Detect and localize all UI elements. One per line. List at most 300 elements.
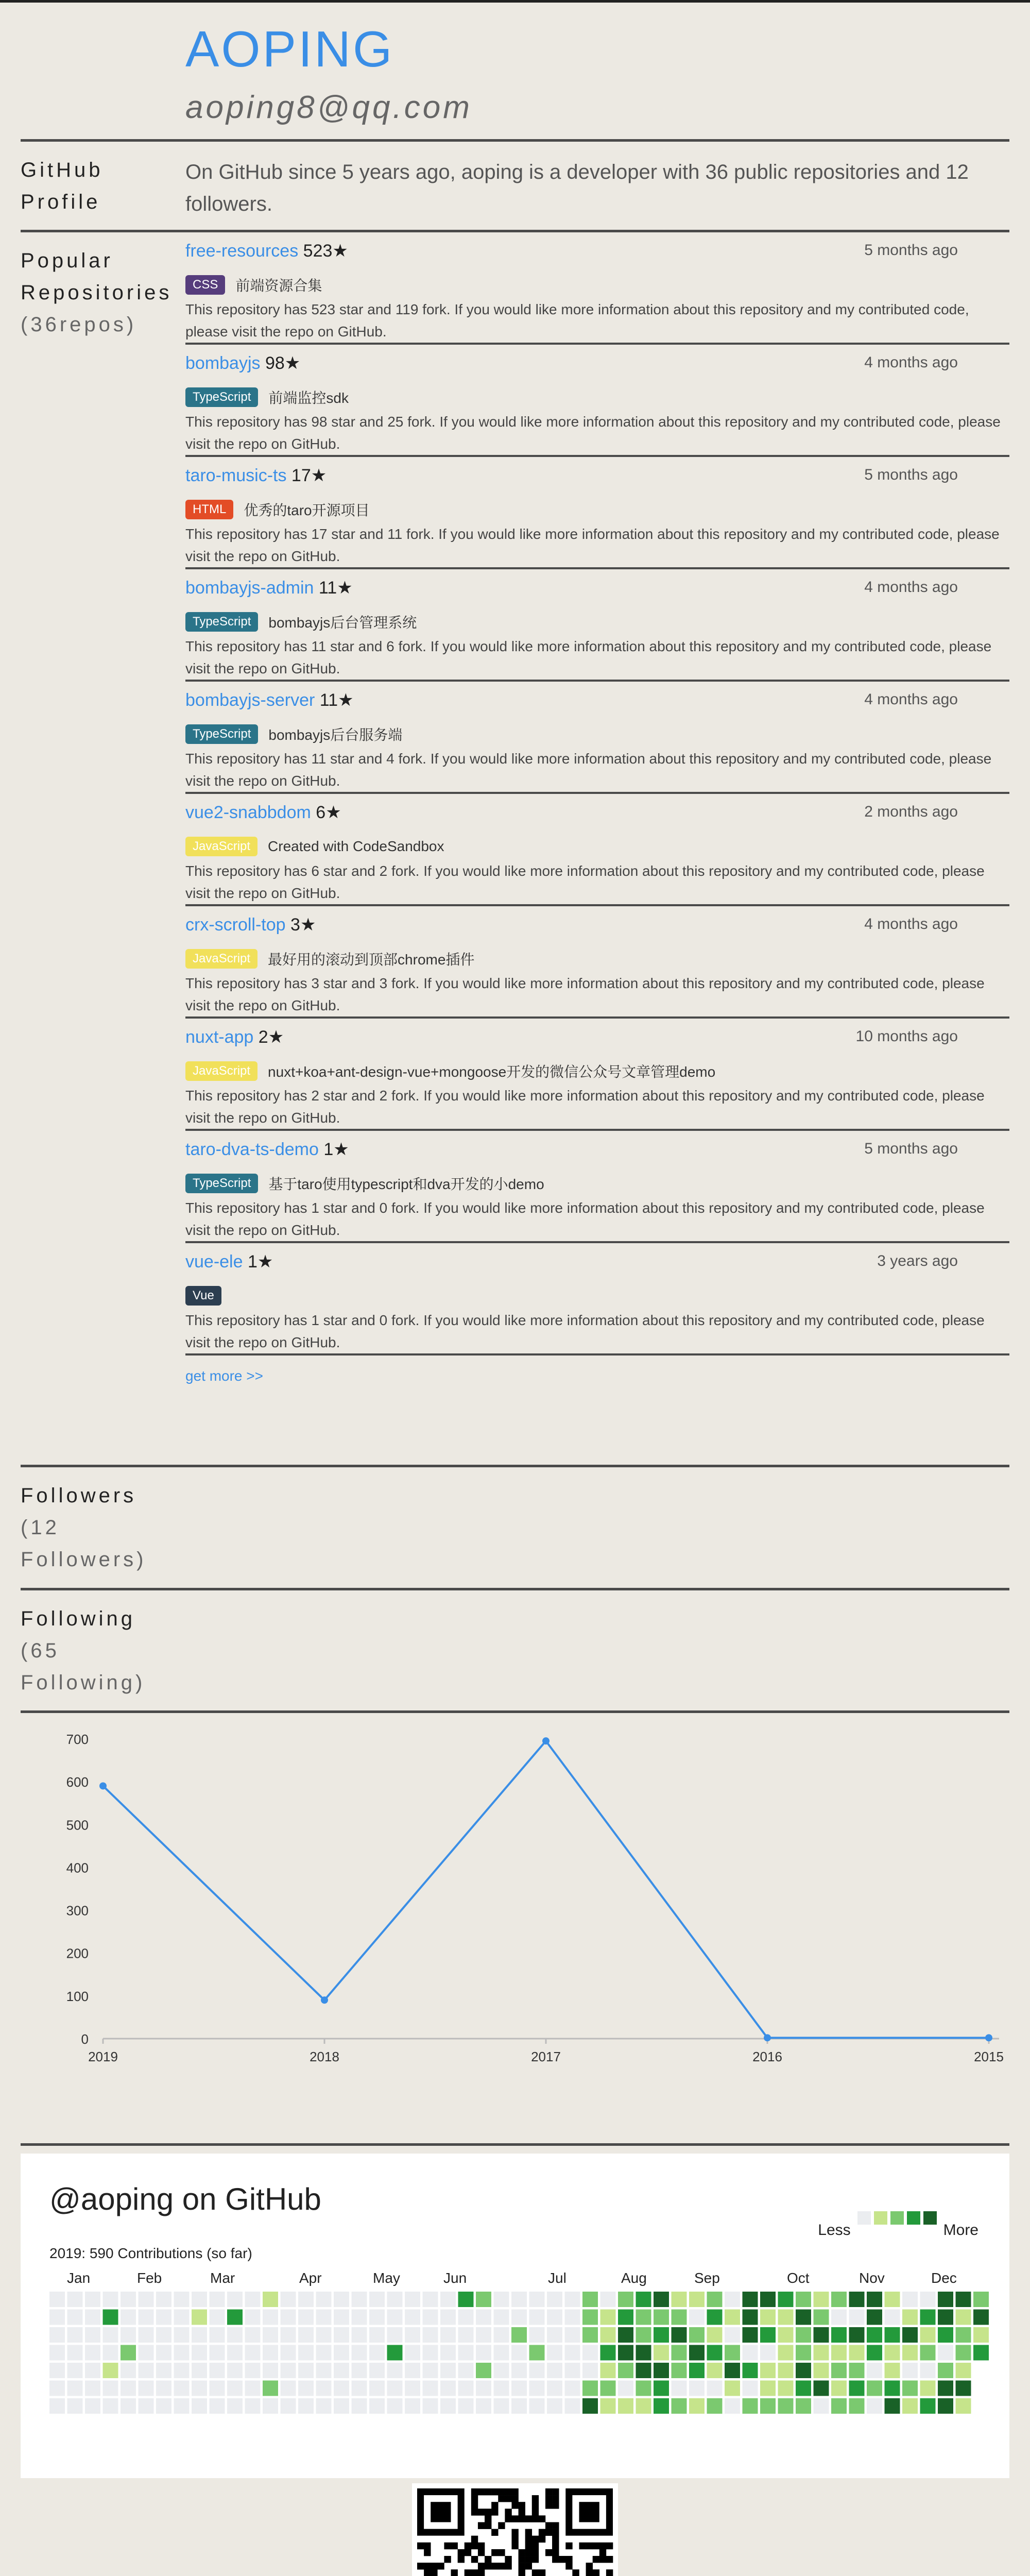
- month-label: Jan: [67, 2270, 91, 2286]
- star-icon: ★: [284, 353, 301, 373]
- qr-module: [552, 2502, 559, 2509]
- contribution-day: [511, 2381, 527, 2396]
- qr-module: [545, 2549, 552, 2556]
- contribution-day: [49, 2363, 65, 2378]
- contribution-day: [423, 2363, 438, 2378]
- github-profile-label: GitHub Profile: [21, 159, 104, 213]
- contribution-day: [743, 2327, 758, 2343]
- repo-summary: This repository has 1 star and 0 fork. If you would like more information about this repository and my contributed code, please visit the repo on GitHub.: [185, 1200, 985, 1238]
- contribution-day: [245, 2327, 261, 2343]
- star-icon: ★: [333, 1140, 349, 1159]
- qr-module: [491, 2488, 498, 2495]
- contribution-day: [387, 2381, 403, 2396]
- qr-module: [519, 2556, 525, 2563]
- language-badge: TypeScript: [185, 1174, 258, 1193]
- qr-module: [539, 2536, 545, 2543]
- contribution-day: [476, 2327, 491, 2343]
- contribution-day: [831, 2381, 847, 2396]
- contribution-day: [885, 2310, 900, 2325]
- contribution-day: [49, 2381, 65, 2396]
- repository-item: [185, 1243, 1009, 1355]
- repo-summary: This repository has 6 star and 2 fork. If you would like more information about this repository and my contributed code, please visit the repo on GitHub.: [185, 863, 985, 901]
- contribution-day: [316, 2363, 332, 2378]
- contribution-day: [636, 2345, 651, 2361]
- contribution-day: [618, 2381, 633, 2396]
- contribution-day: [707, 2292, 723, 2307]
- qr-module: [491, 2509, 498, 2515]
- contribution-day: [227, 2345, 243, 2361]
- contribution-day: [956, 2292, 971, 2307]
- qr-module: [565, 2563, 572, 2569]
- contribution-day: [956, 2310, 971, 2325]
- contribution-day: [814, 2381, 829, 2396]
- contribution-day: [511, 2292, 527, 2307]
- month-label: Dec: [931, 2270, 957, 2286]
- contribution-day: [814, 2310, 829, 2325]
- legend-swatch: [857, 2211, 871, 2225]
- repo-name-link[interactable]: taro-music-ts: [185, 466, 287, 485]
- qr-module: [586, 2569, 593, 2576]
- contribution-day: [458, 2310, 474, 2325]
- qr-module: [485, 2488, 491, 2495]
- qr-module: [485, 2509, 491, 2515]
- contribution-day: [263, 2292, 278, 2307]
- contribution-day: [281, 2310, 296, 2325]
- repo-description: 前端监控sdk: [268, 390, 349, 406]
- contribution-day: [654, 2327, 669, 2343]
- contribution-day: [103, 2327, 118, 2343]
- get-more-link[interactable]: get more >>: [185, 1368, 263, 1384]
- contribution-day: [867, 2363, 882, 2378]
- qr-module: [417, 2543, 424, 2549]
- qr-module: [552, 2536, 559, 2543]
- qr-module: [471, 2543, 478, 2549]
- contribution-day: [476, 2381, 491, 2396]
- y-tick-label: 500: [66, 1817, 89, 1833]
- repo-name-link[interactable]: crx-scroll-top: [185, 915, 286, 935]
- contribution-day: [689, 2310, 705, 2325]
- contribution-day: [885, 2398, 900, 2414]
- contribution-day: [796, 2363, 811, 2378]
- repository-list: [185, 232, 1009, 1355]
- contribution-day: [316, 2381, 332, 2396]
- star-icon: ★: [325, 803, 341, 822]
- qr-finder: [431, 2502, 451, 2522]
- contribution-day: [618, 2310, 633, 2325]
- qr-module: [491, 2549, 498, 2556]
- contribution-day: [494, 2398, 509, 2414]
- repo-name-link[interactable]: bombayjs-admin: [185, 578, 314, 598]
- contribution-day: [245, 2381, 261, 2396]
- star-icon: ★: [332, 241, 348, 261]
- contribution-day: [192, 2345, 207, 2361]
- qr-module: [471, 2495, 478, 2502]
- contribution-day: [67, 2381, 83, 2396]
- contribution-day: [654, 2381, 669, 2396]
- contribution-day: [920, 2398, 936, 2414]
- contribution-day: [298, 2310, 314, 2325]
- contribution-day: [796, 2310, 811, 2325]
- repo-name-link[interactable]: vue2-snabbdom: [185, 803, 311, 822]
- contribution-day: [600, 2345, 616, 2361]
- contribution-day: [103, 2363, 118, 2378]
- qr-module: [498, 2522, 505, 2529]
- contribution-day: [725, 2292, 740, 2307]
- contribution-day: [458, 2363, 474, 2378]
- contribution-day: [334, 2292, 349, 2307]
- qr-module: [545, 2522, 552, 2529]
- qr-module: [424, 2543, 431, 2549]
- contribution-day: [156, 2363, 171, 2378]
- language-badge: JavaScript: [185, 1061, 258, 1081]
- contribution-day: [85, 2327, 100, 2343]
- contribution-day: [600, 2327, 616, 2343]
- repo-star-count: 11: [319, 690, 338, 710]
- contribution-day: [387, 2363, 403, 2378]
- contribution-day: [636, 2381, 651, 2396]
- contribution-day: [938, 2398, 953, 2414]
- contribution-day: [547, 2398, 562, 2414]
- repository-item: [185, 794, 1009, 906]
- qr-module: [458, 2556, 465, 2563]
- contribution-day: [121, 2327, 136, 2343]
- contribution-day: [725, 2363, 740, 2378]
- repo-summary: This repository has 2 star and 2 fork. If you would like more information about this repository and my contributed code, please visit the repo on GitHub.: [185, 1088, 985, 1126]
- contribution-day: [263, 2381, 278, 2396]
- contribution-day: [689, 2363, 705, 2378]
- contribution-day: [511, 2345, 527, 2361]
- repo-summary: This repository has 17 star and 11 fork. If you would like more information about this repository and my contributed code, please visit the repo on GitHub.: [185, 526, 1000, 564]
- contribution-day: [529, 2310, 545, 2325]
- contribution-day: [67, 2310, 83, 2325]
- repo-name-link[interactable]: bombayjs: [185, 353, 261, 373]
- language-badge: TypeScript: [185, 612, 258, 632]
- qr-module: [451, 2569, 458, 2576]
- star-icon: ★: [300, 915, 316, 935]
- repository-item: [185, 1019, 1009, 1131]
- contribution-day: [458, 2292, 474, 2307]
- qr-module: [465, 2549, 471, 2556]
- legend-more: More: [943, 2222, 978, 2239]
- contribution-day: [316, 2292, 332, 2307]
- repo-updated-time: 3 years ago: [877, 1252, 958, 1269]
- contribution-day: [174, 2292, 190, 2307]
- contribution-day: [814, 2292, 829, 2307]
- contribution-day: [387, 2327, 403, 2343]
- contribution-day: [831, 2398, 847, 2414]
- x-tick-label: 2017: [531, 2049, 561, 2064]
- contribution-day: [121, 2381, 136, 2396]
- contribution-day: [67, 2398, 83, 2414]
- contribution-day: [547, 2327, 562, 2343]
- contribution-day: [760, 2345, 776, 2361]
- contribution-day: [263, 2398, 278, 2414]
- contribution-day: [121, 2292, 136, 2307]
- contribution-day: [973, 2310, 989, 2325]
- contribution-day: [672, 2398, 687, 2414]
- contribution-day: [920, 2310, 936, 2325]
- qr-module: [511, 2529, 518, 2536]
- qr-module: [498, 2495, 505, 2502]
- contribution-day: [156, 2345, 171, 2361]
- contribution-day: [227, 2310, 243, 2325]
- repositories-count: (36repos): [21, 313, 137, 336]
- contribution-day: [227, 2292, 243, 2307]
- qr-module: [505, 2556, 511, 2563]
- contribution-day: [85, 2310, 100, 2325]
- qr-module: [505, 2563, 511, 2569]
- contribution-day: [281, 2398, 296, 2414]
- x-tick-label: 2015: [974, 2049, 1004, 2064]
- qr-module: [579, 2543, 586, 2549]
- contribution-day: [263, 2327, 278, 2343]
- contribution-day: [423, 2381, 438, 2396]
- contribution-day: [210, 2345, 225, 2361]
- repo-updated-time: 4 months ago: [864, 916, 958, 933]
- qr-module: [498, 2563, 505, 2569]
- qr-module: [511, 2536, 518, 2543]
- contribution-day: [565, 2363, 580, 2378]
- contribution-day: [49, 2310, 65, 2325]
- following-section: [21, 1588, 1009, 1714]
- contribution-day: [760, 2363, 776, 2378]
- qr-module: [437, 2563, 444, 2569]
- contribution-day: [796, 2381, 811, 2396]
- contribution-day: [743, 2398, 758, 2414]
- contribution-day: [192, 2310, 207, 2325]
- following-label: Following (65 Following): [21, 1603, 278, 1699]
- y-tick-label: 0: [81, 2031, 89, 2047]
- contribution-day: [263, 2310, 278, 2325]
- data-point: [985, 2034, 992, 2041]
- repo-summary: This repository has 1 star and 0 fork. If you would like more information about this repository and my contributed code, please visit the repo on GitHub.: [185, 1312, 985, 1350]
- contribution-day: [618, 2292, 633, 2307]
- contribution-day: [423, 2292, 438, 2307]
- contribution-day: [778, 2381, 794, 2396]
- month-label: Mar: [210, 2270, 235, 2286]
- repo-title: [185, 914, 316, 935]
- repo-description: 基于taro使用typescript和dva开发的小demo: [268, 1176, 544, 1192]
- contribution-day: [423, 2327, 438, 2343]
- contribution-day: [582, 2292, 598, 2307]
- qr-code: [412, 2483, 618, 2576]
- qr-module: [545, 2488, 552, 2495]
- contribution-day: [760, 2381, 776, 2396]
- contribution-day: [476, 2310, 491, 2325]
- contribution-day: [67, 2327, 83, 2343]
- qr-module: [586, 2563, 593, 2569]
- data-point: [99, 1782, 107, 1789]
- repo-name-link[interactable]: bombayjs-server: [185, 690, 315, 710]
- contribution-day: [778, 2398, 794, 2414]
- contribution-day: [369, 2345, 385, 2361]
- contribution-day: [387, 2310, 403, 2325]
- profile-header: [185, 21, 472, 126]
- qr-module: [431, 2569, 437, 2576]
- qr-module: [532, 2549, 539, 2556]
- contribution-day: [743, 2363, 758, 2378]
- contribution-day: [405, 2345, 420, 2361]
- contribution-day: [440, 2327, 456, 2343]
- repo-star-count: 2: [258, 1027, 268, 1047]
- contribution-day: [600, 2363, 616, 2378]
- contribution-day: [956, 2327, 971, 2343]
- contributions-legend: [818, 2209, 978, 2239]
- qr-module: [498, 2488, 505, 2495]
- contribution-day: [298, 2398, 314, 2414]
- contribution-day: [103, 2310, 118, 2325]
- contribution-day: [210, 2398, 225, 2414]
- contribution-day: [139, 2363, 154, 2378]
- contribution-day: [352, 2363, 367, 2378]
- qr-module: [586, 2543, 593, 2549]
- repositories-label: Popular Repositories (36repos): [21, 245, 185, 341]
- repo-description: Created with CodeSandbox: [268, 838, 444, 854]
- repository-item: [185, 232, 1009, 345]
- contribution-day: [920, 2327, 936, 2343]
- contribution-day: [778, 2327, 794, 2343]
- qr-module: [478, 2488, 485, 2495]
- contribution-day: [618, 2327, 633, 2343]
- qr-module: [599, 2543, 606, 2549]
- contribution-day: [565, 2381, 580, 2396]
- qr-module: [593, 2556, 599, 2563]
- qr-module: [444, 2543, 451, 2549]
- contribution-day: [760, 2327, 776, 2343]
- contribution-day: [600, 2292, 616, 2307]
- qr-module: [552, 2556, 559, 2563]
- contribution-day: [618, 2345, 633, 2361]
- contribution-day: [849, 2327, 865, 2343]
- repository-item: [185, 1131, 1009, 1243]
- contribution-day: [672, 2381, 687, 2396]
- qr-module: [532, 2509, 539, 2515]
- contribution-day: [920, 2381, 936, 2396]
- qr-module: [519, 2509, 525, 2515]
- qr-module: [424, 2563, 431, 2569]
- language-badge: Vue: [185, 1286, 221, 1306]
- contribution-day: [387, 2398, 403, 2414]
- contribution-day: [494, 2345, 509, 2361]
- contribution-day: [369, 2310, 385, 2325]
- repo-title: [185, 465, 327, 486]
- repo-updated-time: 5 months ago: [864, 242, 958, 259]
- repo-star-count: 6: [316, 803, 326, 822]
- contribution-day: [49, 2345, 65, 2361]
- qr-module: [465, 2543, 471, 2549]
- month-label: Jun: [443, 2270, 467, 2286]
- contribution-day: [139, 2310, 154, 2325]
- repo-name-link[interactable]: nuxt-app: [185, 1027, 254, 1047]
- qr-module: [552, 2543, 559, 2549]
- contribution-day: [743, 2345, 758, 2361]
- qr-module: [599, 2549, 606, 2556]
- qr-module: [478, 2509, 485, 2515]
- contribution-day: [956, 2381, 971, 2396]
- qr-module: [539, 2529, 545, 2536]
- contribution-day: [547, 2345, 562, 2361]
- repository-item: [185, 345, 1009, 457]
- contribution-day: [405, 2363, 420, 2378]
- qr-module: [478, 2549, 485, 2556]
- contribution-day: [565, 2398, 580, 2414]
- contribution-day: [885, 2345, 900, 2361]
- contribution-day: [707, 2345, 723, 2361]
- following-count: (65: [21, 1639, 60, 1662]
- github-profile-section: [21, 139, 1009, 232]
- contribution-day: [920, 2345, 936, 2361]
- contribution-day: [725, 2327, 740, 2343]
- contribution-day: [725, 2381, 740, 2396]
- contribution-day: [796, 2292, 811, 2307]
- y-tick-label: 400: [66, 1860, 89, 1876]
- contribution-day: [245, 2310, 261, 2325]
- qr-module: [417, 2563, 424, 2569]
- data-point: [542, 1737, 550, 1744]
- qr-module: [545, 2495, 552, 2502]
- contribution-day: [49, 2292, 65, 2307]
- repository-item: [185, 457, 1009, 569]
- repo-name-link[interactable]: taro-dva-ts-demo: [185, 1140, 319, 1159]
- contribution-day: [831, 2310, 847, 2325]
- contribution-day: [369, 2327, 385, 2343]
- contribution-day: [814, 2398, 829, 2414]
- qr-module: [519, 2502, 525, 2509]
- repo-star-count: 523: [303, 241, 333, 261]
- contribution-day: [885, 2363, 900, 2378]
- contribution-day: [547, 2292, 562, 2307]
- contribution-day: [600, 2398, 616, 2414]
- contribution-day: [689, 2381, 705, 2396]
- contribution-day: [796, 2345, 811, 2361]
- x-tick-label: 2018: [310, 2049, 339, 2064]
- contribution-day: [210, 2310, 225, 2325]
- qr-module: [511, 2495, 518, 2502]
- contribution-day: [778, 2310, 794, 2325]
- month-label: Aug: [621, 2270, 647, 2286]
- repo-star-count: 17: [291, 466, 311, 485]
- contribution-day: [210, 2381, 225, 2396]
- repo-name-link[interactable]: vue-ele: [185, 1252, 243, 1272]
- repo-name-link[interactable]: free-resources: [185, 241, 299, 261]
- contribution-day: [174, 2363, 190, 2378]
- legend-swatch: [890, 2211, 904, 2225]
- contribution-day: [440, 2345, 456, 2361]
- repo-title: [185, 578, 353, 598]
- contribution-day: [529, 2398, 545, 2414]
- qr-module: [525, 2549, 532, 2556]
- contribution-day: [743, 2310, 758, 2325]
- contribution-day: [281, 2363, 296, 2378]
- contribution-day: [423, 2345, 438, 2361]
- qr-module: [606, 2569, 613, 2576]
- contribution-day: [511, 2363, 527, 2378]
- contribution-day: [600, 2381, 616, 2396]
- contribution-day: [227, 2363, 243, 2378]
- stars-chart: [21, 1710, 1009, 2081]
- star-icon: ★: [337, 578, 353, 598]
- qr-module: [498, 2549, 505, 2556]
- followers-label: Followers (12 Followers): [21, 1480, 278, 1575]
- contribution-day: [494, 2292, 509, 2307]
- contribution-day: [494, 2381, 509, 2396]
- qr-module: [511, 2543, 518, 2549]
- qr-module: [458, 2549, 465, 2556]
- contribution-day: [227, 2327, 243, 2343]
- contribution-day: [902, 2310, 918, 2325]
- qr-module: [471, 2569, 478, 2576]
- contribution-day: [725, 2398, 740, 2414]
